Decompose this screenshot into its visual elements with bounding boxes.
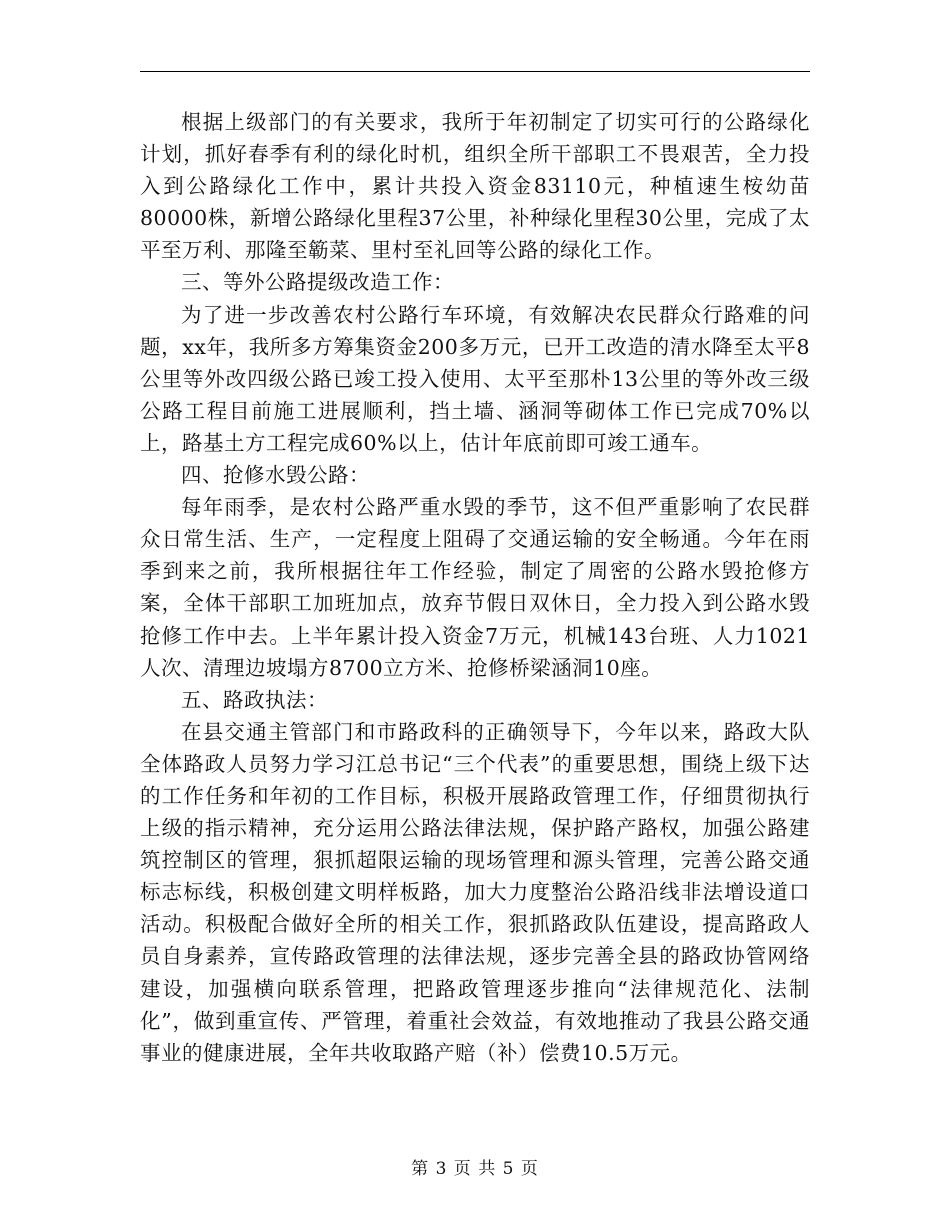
paragraph-greening: 根据上级部门的有关要求，我所于年初制定了切实可行的公路绿化计划，抓好春季有利的绿化时机，组织全所干部职工不畏艰苦，全力投入到公路绿化工作中，累计共投入资金83110元，种植速生桉幼苗80000株，新增公路绿化里程37公里，补种绿化里程30公里，完成了太平至万利、那隆至簕菜、里村至礼回等公路的绿化工作。 — [140, 110, 810, 263]
paragraph-flood-repair: 每年雨季，是农村公路严重水毁的季节，这不但严重影响了农民群众日常生活、生产，一定程度上阻碍了交通运输的安全畅通。今年在雨季到来之前，我所根据往年工作经验，制定了周密的公路水毁抢修方案，全体干部职工加班加点，放弃节假日双休日，全力投入到公路水毁抢修工作中去。上半年累计投入资金7万元，机械143台班、人力1021人次、清理边坡塌方8700立方米、抢修桥梁涵洞10座。 — [140, 495, 810, 680]
document-body — [140, 106, 810, 1069]
paragraph-road-enforcement: 在县交通主管部门和市路政科的正确领导下，今年以来，路政大队全体路政人员努力学习江总书记“三个代表”的重要思想，围绕上级下达的工作任务和年初的工作目标，积极开展路政管理工作，仔细贯彻执行上级的指示精神，充分运用公路法律法规，保护路产路权，加强公路建筑控制区的管理，狠抓超限运输的现场管理和源头管理，完善公路交通标志标线，积极创建文明样板路，加大力度整治公路沿线非法增设道口活动。积极配合做好全所的相关工作，狠抓路政队伍建设，提高路政人员自身素养，宣传路政管理的法律法规，逐步完善全县的路政协管网络建设，加强横向联系管理，把路政管理逐步推向“法律规范化、法制化”，做到重宣传、严管理，着重社会效益，有效地推动了我县公路交通事业的健康进展，全年共收取路产赔（补）偿费10.5万元。 — [140, 719, 810, 1065]
paragraph-road-upgrade: 为了进一步改善农村公路行车环境，有效解决农民群众行路难的问题，xx年，我所多方筹集资金200多万元，已开工改造的清水降至太平8公里等外改四级公路已竣工投入使用、太平至那朴13公里的等外改三级公路工程目前施工进展顺利，挡土墙、涵洞等砌体工作已完成70%以上，路基土方工程完成60%以上，估计年底前即可竣工通车。 — [140, 302, 810, 455]
page-number-footer: 第 3 页 共 5 页 — [411, 1159, 539, 1179]
header-divider — [140, 71, 810, 72]
heading-flood-repair: 四、抢修水毁公路： — [181, 463, 370, 488]
heading-road-enforcement: 五、路政执法： — [181, 687, 328, 712]
heading-road-upgrade: 三、等外公路提级改造工作： — [181, 270, 454, 295]
